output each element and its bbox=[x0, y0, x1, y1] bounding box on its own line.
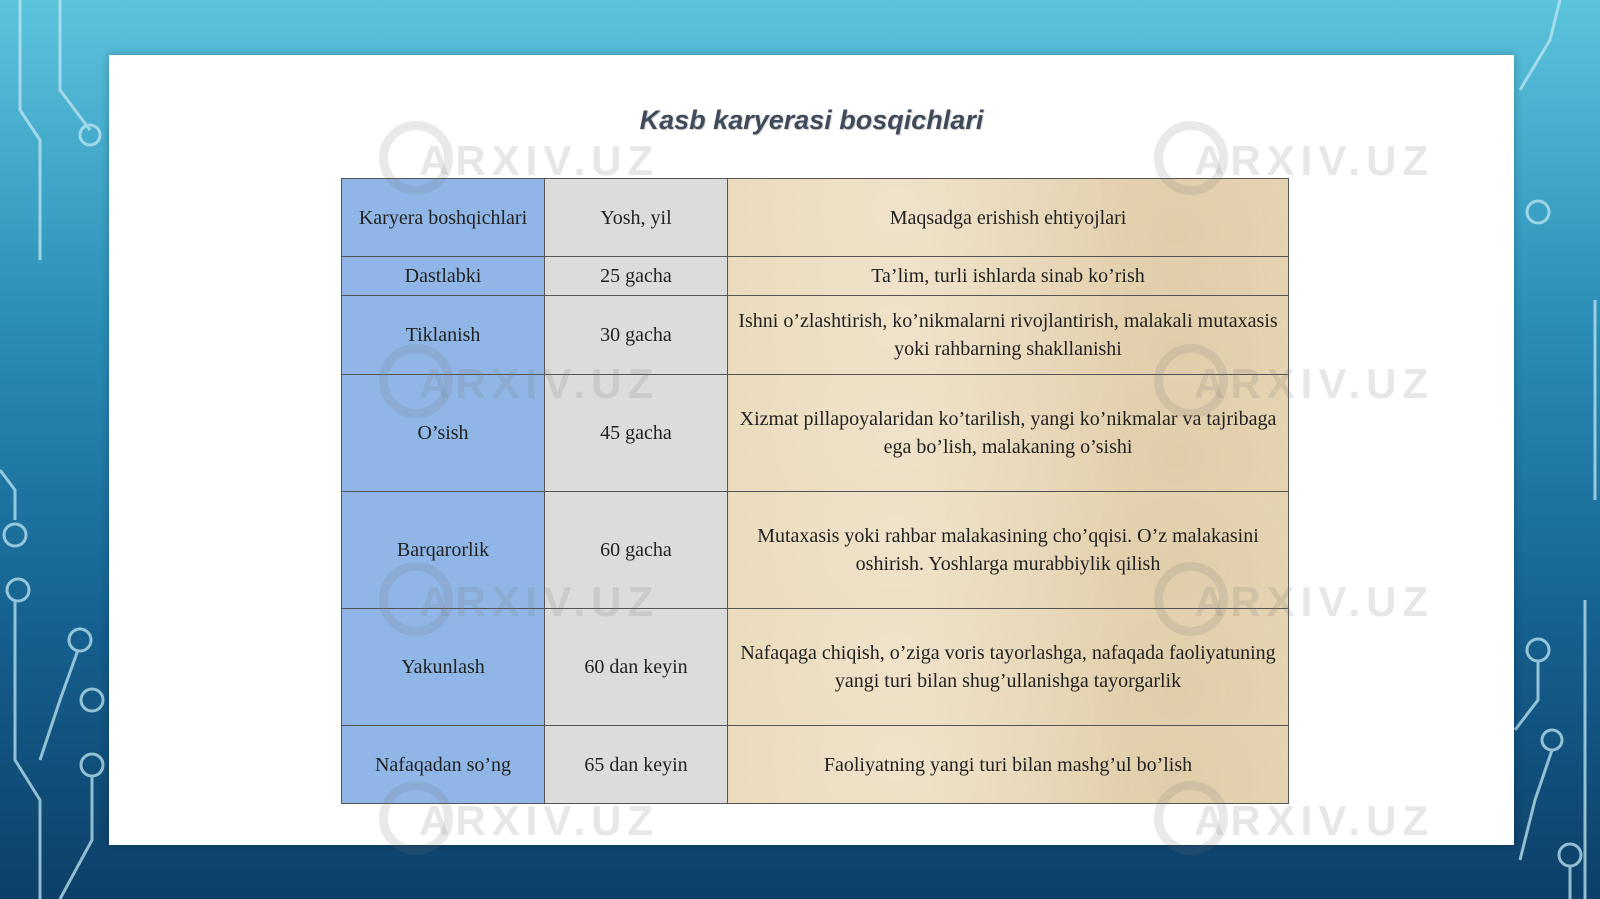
slide-title: Kasb karyerasi bosqichlari bbox=[639, 105, 984, 135]
header-stage: Karyera boshqichlari bbox=[342, 179, 545, 257]
age-cell: 60 gacha bbox=[545, 492, 728, 609]
needs-cell: Nafaqaga chiqish, o’ziga voris tayorlashga, nafaqada faoliyatuning yangi turi bilan shug’ullanishga tayorgarlik bbox=[728, 609, 1289, 726]
watermark: ARXIV.UZ bbox=[1154, 568, 1434, 642]
age-cell: 60 dan keyin bbox=[545, 609, 728, 726]
stage-cell: Dastlabki bbox=[342, 257, 545, 296]
stage-cell: Yakunlash bbox=[342, 609, 545, 726]
age-cell: 30 gacha bbox=[545, 296, 728, 375]
table-row bbox=[342, 296, 1289, 375]
table-row bbox=[342, 492, 1289, 609]
slide-card bbox=[109, 55, 1514, 845]
needs-cell: Ishni o’zlashtirish, ko’nikmalarni rivojlantirish, malakali mutaxasis yoki rahbarning shakllanishi bbox=[728, 296, 1289, 375]
table-row bbox=[342, 375, 1289, 492]
header-needs: Maqsadga erishish ehtiyojlari bbox=[728, 179, 1289, 257]
table-header-row bbox=[342, 179, 1289, 257]
needs-cell: Mutaxasis yoki rahbar malakasining cho’qqisi. O’z malakasini oshirish. Yoshlarga murabbiylik qilish bbox=[728, 492, 1289, 609]
watermark: ARXIV.UZ bbox=[1154, 350, 1434, 424]
watermark: ARXIV.UZ bbox=[379, 787, 659, 861]
age-cell: 45 gacha bbox=[545, 375, 728, 492]
stage-cell: O’sish bbox=[342, 375, 545, 492]
watermark: ARXIV.UZ bbox=[1154, 127, 1434, 201]
table-row bbox=[342, 609, 1289, 726]
stage-cell: Nafaqadan so’ng bbox=[342, 726, 545, 804]
needs-cell: Xizmat pillapoyalaridan ko’tarilish, yangi ko’nikmalar va tajribaga ega bo’lish, malakaning o’sishi bbox=[728, 375, 1289, 492]
watermark: ARXIV.UZ bbox=[1154, 787, 1434, 861]
stage-cell: Tiklanish bbox=[342, 296, 545, 375]
needs-cell: Faoliyatning yangi turi bilan mashg’ul bo’lish bbox=[728, 726, 1289, 804]
age-cell: 25 gacha bbox=[545, 257, 728, 296]
header-age: Yosh, yil bbox=[545, 179, 728, 257]
table-row bbox=[342, 726, 1289, 804]
watermark: ARXIV.UZ bbox=[379, 127, 659, 201]
table-row bbox=[342, 257, 1289, 296]
career-stages-table bbox=[341, 178, 1289, 804]
stage-cell: Barqarorlik bbox=[342, 492, 545, 609]
age-cell: 65 dan keyin bbox=[545, 726, 728, 804]
needs-cell: Ta’lim, turli ishlarda sinab ko’rish bbox=[728, 257, 1289, 296]
